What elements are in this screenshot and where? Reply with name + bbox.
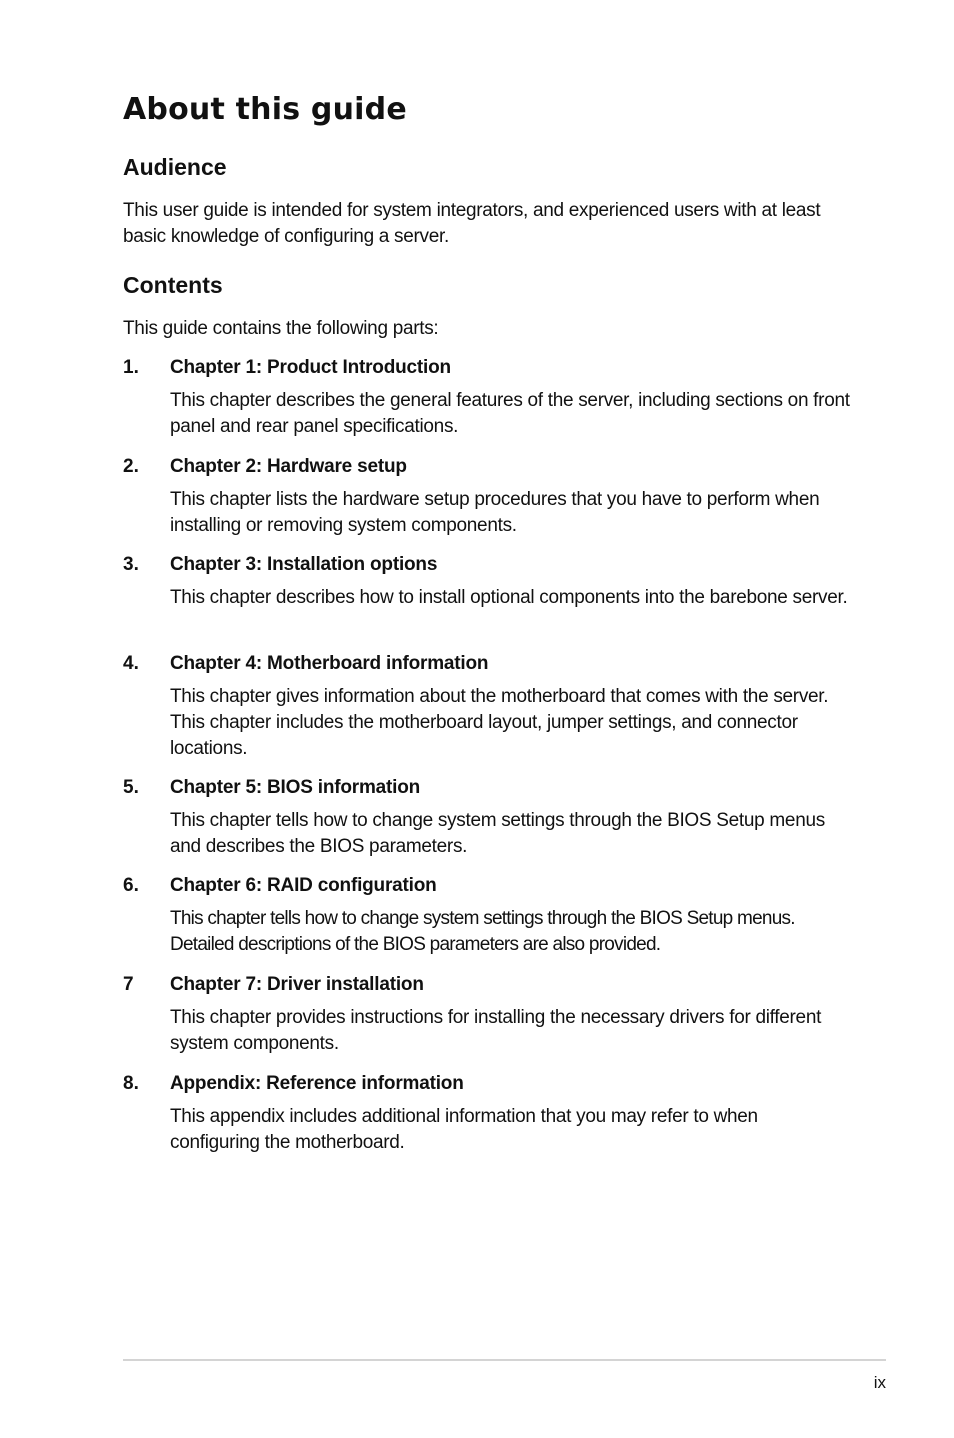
item-description: This chapter gives information about the motherboard that comes with the server. This chapter includes the motherboard layout, jumper settings, and connector locations.: [170, 685, 829, 759]
item-description: This chapter lists the hardware setup procedures that you have to perform when installing or removing system components.: [170, 488, 820, 536]
item-title: Chapter 4: Motherboard information: [170, 652, 489, 674]
item-description: This chapter tells how to change system settings through the BIOS Setup menus and describes the BIOS parameters.: [170, 809, 825, 857]
item-title: Chapter 1: Product Introduction: [170, 357, 451, 378]
list-item: [123, 552, 863, 651]
item-title: Chapter 5: BIOS information: [170, 776, 421, 798]
item-number: 2.: [123, 455, 139, 477]
item-number: 8.: [123, 1072, 139, 1094]
list-item: [123, 651, 863, 775]
item-number: 5.: [123, 776, 139, 798]
list-item: [123, 355, 863, 454]
item-number: 4.: [123, 652, 139, 674]
item-number: 6.: [123, 875, 139, 897]
item-title: Chapter 2: Hardware setup: [170, 455, 407, 477]
page-number: ix: [873, 1373, 886, 1392]
item-description: This appendix includes additional information that you may refer to when configuring the motherboard.: [170, 1105, 758, 1153]
contents-intro: This guide contains the following parts:: [123, 318, 439, 339]
item-number: 1.: [123, 357, 139, 378]
item-number: 3.: [123, 554, 139, 576]
item-description: This chapter tells how to change system settings through the BIOS Setup menus. Detailed descriptions of the BIOS parameters are also provided.: [170, 908, 795, 956]
list-item: [123, 1071, 863, 1170]
page-title: About this guide: [123, 92, 407, 127]
audience-heading: Audience: [123, 154, 227, 180]
list-item: [123, 775, 863, 874]
list-item: [123, 873, 863, 972]
item-title: Appendix: Reference information: [170, 1072, 464, 1094]
footer-divider: [123, 1359, 886, 1361]
audience-text: This user guide is intended for system integrators, and experienced users with at least basic knowledge of configuring a server.: [123, 200, 821, 247]
chapter-list: [123, 355, 863, 1169]
item-description: This chapter describes the general features of the server, including sections on front panel and rear panel specifications.: [170, 390, 850, 437]
contents-heading: Contents: [123, 272, 223, 298]
item-number: 7: [123, 973, 134, 995]
item-title: Chapter 7: Driver installation: [170, 973, 424, 995]
item-title: Chapter 3: Installation options: [170, 554, 438, 576]
item-title: Chapter 6: RAID configuration: [170, 875, 437, 897]
item-description: This chapter provides instructions for installing the necessary drivers for different system components.: [170, 1006, 822, 1054]
list-item: [123, 972, 863, 1071]
list-item: [123, 454, 863, 553]
item-description: This chapter describes how to install optional components into the barebone server.: [170, 587, 848, 609]
